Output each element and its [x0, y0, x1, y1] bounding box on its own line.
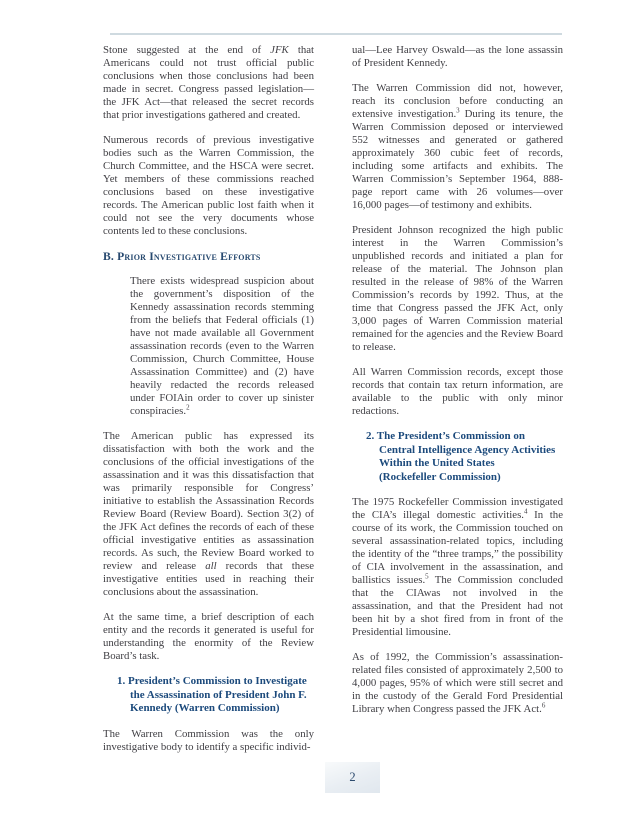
left-column [103, 44, 314, 766]
paragraph: The American public has expressed its dissatisfaction with both the work and the conclusions of the official investigations of the assassination and it was this dissatisfaction that was primarily responsible for Congress’ initiative to establish the Assassination Records Review Board (Review Board). Section 3(2) of the JFK Act defines the records of each of these official investigative entities as assassination records. As such, the Review Board worked to review and release all records that these investigative entities used in reaching their conclusions about the assassination. [103, 430, 314, 598]
paragraph: The 1975 Rockefeller Commission investigated the CIA’s illegal domestic activities.$^4$ In the course of its work, the Commission touched on several assassination-related topics, including the identity of the “three tramps,” the possibility of CIA involvement in the assassination, and ballistics issues.$^5$ The Commission concluded that the CIAwas not involved in the assassination, and that the President had not been hit by a shot fired from in front of the Presidential limousine. [352, 496, 563, 638]
paragraph: The Warren Commission did not, however, reach its conclusion before conducting an extensive investigation.$^3$ During its tenure, the Warren Commission deposed or interviewed 552 witnesses and generated or gathered approximately 360 cubic feet of records, including some artifacts and exhibits. The Warren Commission’s September 1964, 888-page report came with 26 volumes—over 16,000 pages—of testimony and exhibits. [352, 82, 563, 211]
paragraph: President Johnson recognized the high public interest in the Warren Commission’s unpublished records and initiated a plan for release of the material. The Johnson plan resulted in the release of 98% of the Warren Commission’s records by 1992. Thus, at the time that Congress passed the JFK Act, only 3,000 pages of Warren Commission material remained for the agencies and the Review Board to release. [352, 224, 563, 353]
block-quote: There exists widespread suspicion about the government’s disposition of the Kennedy assassination records stemming from the beliefs that Federal officials (1) have not made available all Government assassination records (even to the Warren Commission, Church Committee, House Assassination Committee) and (2) have heavily redacted the records released under FOIAin order to cover up sinister conspiracies.$^2$ [130, 275, 314, 417]
heading-line: 2. The President’s Commission on [366, 430, 526, 442]
section-heading-b: B. Prior Investigative Efforts [103, 250, 261, 263]
right-column [352, 44, 563, 728]
paragraph: At the same time, a brief description of each entity and the records it generated is useful for understanding the enormity of the Review Board’s task. [103, 611, 314, 662]
paragraph: The Warren Commission was the only investigative body to identify a specific individ- [103, 727, 314, 753]
heading-line: the Assassination of President John F. [130, 688, 307, 701]
heading-line: Central Intelligence Agency Activities [379, 443, 556, 456]
paragraph: Numerous records of previous investigative bodies such as the Warren Commission, the Church Committee, and the HSCA were secret. Yet members of these commissions reached conclusions based on these investigative records. The American public lost faith when it could not see the very documents whose contents led to these conclusions. [103, 134, 314, 237]
heading-line: 1. President’s Commission to Investigate [117, 675, 307, 687]
paragraph: Stone suggested at the end of JFK that Americans could not trust official public conclusions when those conclusions had been made in secret. Congress passed legislation—the JFK Act—that released the secret records that prior investigations gathered and created. [103, 44, 315, 121]
numbered-heading-2 [366, 430, 563, 484]
heading-line: Within the United States [379, 457, 495, 469]
heading-line: Kennedy (Warren Commission) [130, 702, 280, 714]
paragraph: As of 1992, the Commission’s assassination-related files consisted of approximately 2,500 to 4,000 pages, 95% of which were still secret and in the custody of the Gerald Ford Presidential Library when Congress passed the JFK Act.$^6$ [352, 651, 563, 715]
heading-line: (Rockefeller Commission) [379, 470, 501, 483]
page-number-badge [325, 762, 380, 793]
paragraph: All Warren Commission records, except those records that contain tax return information, are available to the public with only minor redactions. [352, 366, 563, 417]
paragraph: ual—Lee Harvey Oswald—as the lone assassin of President Kennedy. [352, 44, 563, 69]
page-number: 2 [349, 770, 356, 784]
numbered-heading-1 [117, 675, 314, 716]
header-rule [110, 33, 562, 35]
